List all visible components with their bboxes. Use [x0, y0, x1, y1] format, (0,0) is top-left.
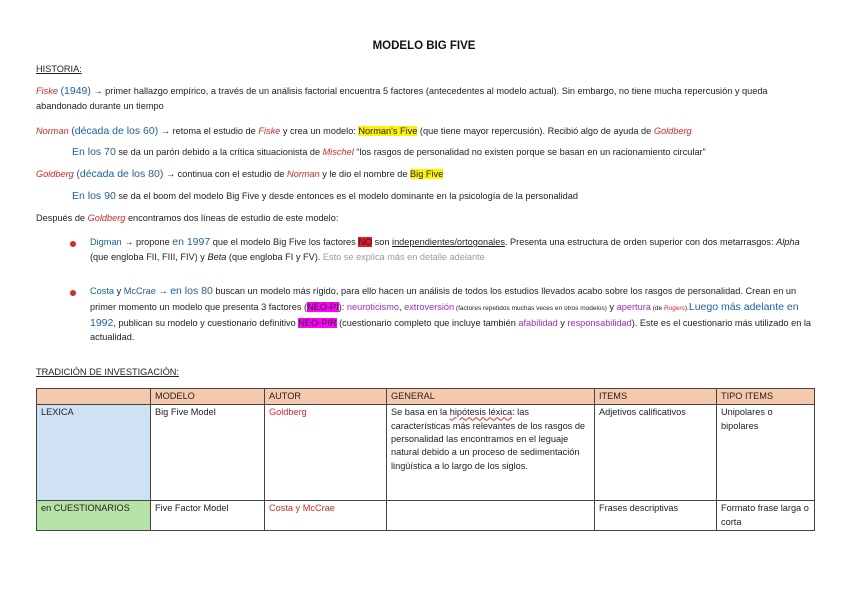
text: → primer hallazgo empírico, a través de un análisis factorial encuentra 5 factores (antecedentes al modelo actual). Sin embargo, no tiene mucha repercusión y queda abandonado durante un tiempo — [36, 86, 768, 111]
text: → propone — [121, 237, 173, 247]
page-title: MODELO BIG FIVE — [372, 40, 476, 52]
paragraph-lineas — [36, 212, 816, 226]
table-row — [37, 501, 815, 531]
author-norman: Norman — [286, 169, 320, 179]
table-header-row — [37, 389, 815, 405]
norman-five-highlight: Norman's Five — [358, 126, 418, 136]
author-goldberg: Goldberg — [653, 126, 692, 136]
cell-modelo: Five Factor Model — [151, 501, 265, 531]
independientes-underline: independientes/ortogonales — [392, 237, 505, 247]
row-label-cuestionarios: en CUESTIONARIOS — [37, 501, 151, 531]
note-muted: Esto se explica más en detalle adelante — [322, 251, 485, 262]
cell-tipo: Unipolares o bipolares — [717, 405, 815, 501]
afabilidad-term: afabilidad — [518, 317, 558, 328]
bullet-icon — [70, 290, 76, 296]
text: y crea un modelo: — [280, 126, 359, 136]
text: (que tiene mayor repercusión). Recibió algo de ayuda de — [417, 126, 654, 136]
decade-90: En los 90 — [72, 190, 116, 202]
text: (cuestionario completo que incluye también — [336, 317, 519, 328]
header-cell-general: GENERAL — [387, 389, 595, 405]
text: son — [372, 237, 393, 247]
author-digman: Digman — [90, 237, 122, 247]
text: y — [557, 317, 568, 328]
text: se da un parón debido a la crítica situacionista de — [115, 147, 323, 157]
neo-pir-highlight: NEO-PIR — [298, 317, 337, 328]
author-fiske: Fiske — [36, 86, 58, 96]
small-note: (de — [650, 304, 664, 312]
historia-heading: HISTORIA: — [36, 64, 82, 74]
table-row — [37, 405, 815, 501]
author-fiske: Fiske — [258, 126, 281, 136]
tradicion-table — [36, 388, 815, 531]
list-item-digman — [90, 235, 816, 265]
text: encontramos dos líneas de estudio de este modelo: — [125, 213, 339, 223]
author-norman: Norman — [36, 126, 69, 136]
cell-general — [387, 501, 595, 531]
text: (que engloba FI y FV). — [226, 251, 323, 262]
year-1997: en 1997 — [172, 236, 211, 248]
author-mischel: Mischel — [322, 147, 354, 157]
text: → — [155, 286, 171, 296]
decade-80: (década de los 80) — [76, 168, 164, 180]
header-cell-modelo: MODELO — [151, 389, 265, 405]
header-cell-items: ITEMS — [595, 389, 717, 405]
text: ). Este es el cuestionario más utilizado en la actualidad. — [90, 317, 812, 343]
big-five-highlight: Big Five — [410, 169, 444, 179]
paragraph-norman — [36, 124, 816, 140]
text: “los rasgos de personalidad no existen porque se basan en un racionamiento circular” — [353, 147, 706, 157]
author-costa: Costa — [90, 286, 115, 296]
text: buscan un modelo más rígido, para ello hacen un análisis de todos los estudios llevados acabo sobre los rasgos de personalidad. Crean en un primer momento un modelo que presenta 3 factores ( — [90, 286, 797, 312]
paragraph-fiske — [36, 84, 816, 114]
small-note: (factores repetidos muchas veces en otros modelos) — [454, 304, 607, 312]
text: , — [398, 301, 405, 312]
header-cell-autor: AUTOR — [265, 389, 387, 405]
decade-60: (década de los 60) — [71, 125, 159, 137]
author-mccrae: McCrae — [123, 286, 156, 296]
header-cell-tipo-items: TIPO ITEMS — [717, 389, 815, 405]
list-item-costa-mccrae — [90, 284, 816, 345]
year-1992: Luego más adelante en 1992 — [90, 300, 799, 329]
text: Se basa en la — [391, 407, 450, 418]
paragraph-70s — [72, 145, 816, 161]
cell-autor: Costa y McCrae — [265, 501, 387, 531]
alpha-term: Alpha — [776, 237, 800, 247]
cell-items: Frases descriptivas — [595, 501, 717, 531]
cell-modelo: Big Five Model — [151, 405, 265, 501]
text: que el modelo Big Five los factores — [210, 237, 359, 247]
decade-70: En los 70 — [72, 146, 116, 158]
paragraph-goldberg — [36, 167, 816, 183]
tradicion-heading: TRADICIÓN DE INVESTIGACIÓN: — [36, 367, 179, 377]
apertura-term: apertura — [616, 301, 651, 312]
text: y — [114, 286, 124, 296]
neuroticismo-term: neuroticismo — [346, 301, 399, 312]
year-1949: (1949) — [60, 85, 91, 97]
text: ): — [338, 301, 347, 312]
hipotesis-lexica-underline: hipótesis léxica — [449, 407, 513, 418]
author-goldberg: Goldberg — [36, 169, 74, 179]
row-label-lexica: LEXICA — [37, 405, 151, 501]
cell-autor: Goldberg — [265, 405, 387, 501]
text: (que engloba FII, FIII, FIV) y — [90, 251, 208, 262]
cell-general — [387, 405, 595, 501]
text: , publican su modelo y cuestionario definitivo — [113, 317, 299, 328]
cell-items: Adjetivos calificativos — [595, 405, 717, 501]
text: Después de — [36, 213, 88, 223]
extroversion-term: extroversión — [404, 301, 455, 312]
neo-pi-highlight: NEO-PI — [307, 301, 339, 312]
author-rogers: Rogers — [663, 304, 685, 312]
text: . Presenta una estructura de orden superior con dos metarrasgos: — [504, 237, 777, 247]
bullet-icon — [70, 241, 76, 247]
small-note: ). — [684, 304, 689, 312]
paragraph-90s — [72, 189, 816, 205]
text: y — [606, 301, 617, 312]
text: y le dio el nombre de — [319, 169, 411, 179]
header-cell-empty — [37, 389, 151, 405]
beta-term: Beta — [207, 251, 227, 262]
no-highlight: NO — [358, 237, 373, 247]
responsabilidad-term: responsabilidad — [567, 317, 632, 328]
cell-tipo: Formato frase larga o corta — [717, 501, 815, 531]
text: → continua con el estudio de — [163, 169, 287, 179]
author-goldberg: Goldberg — [87, 213, 126, 223]
decade-80: en los 80 — [170, 285, 213, 297]
text: : las características más relevantes de los rasgos de personalidad las encontramos en el leguaje natural debido a un proceso de sedimentación lingüística a lo largo de los siglos. — [391, 407, 586, 471]
text: → retoma el estudio de — [158, 126, 259, 136]
text: se da el boom del modelo Big Five y desde entonces es el modelo dominante en la psicología de la personalidad — [115, 191, 579, 201]
